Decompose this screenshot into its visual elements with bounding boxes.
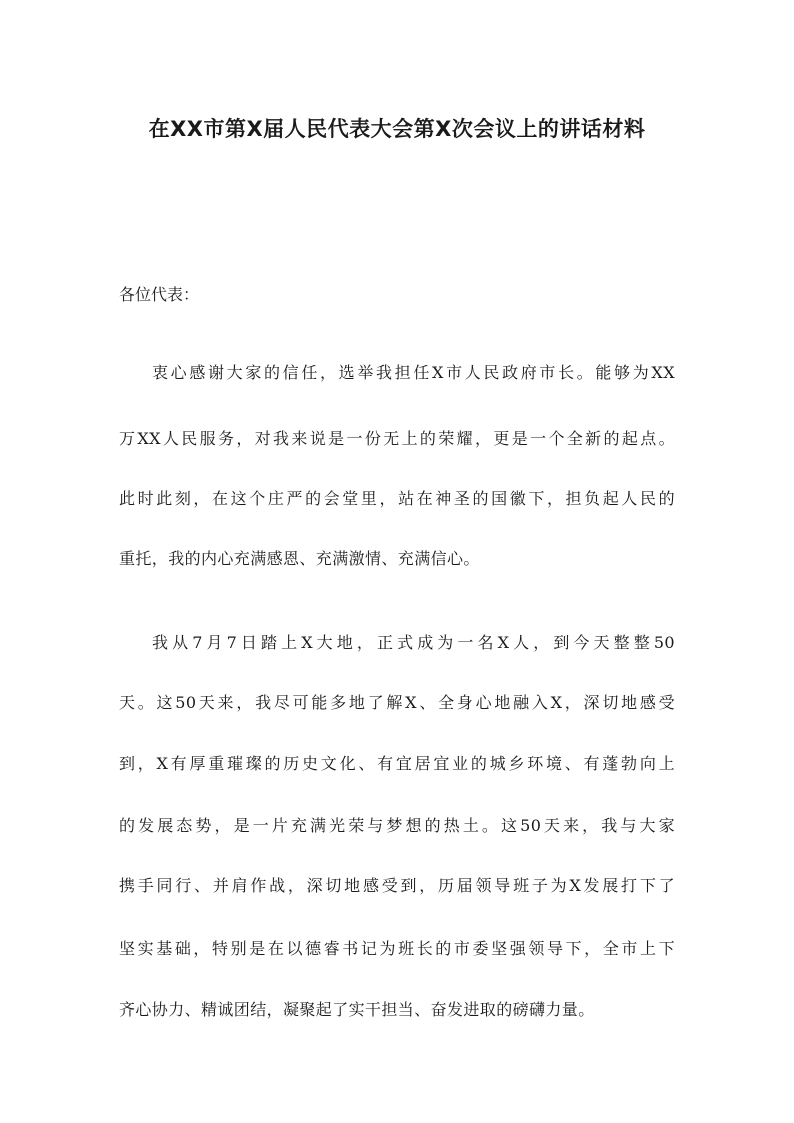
paragraph-line: 天。这50天来，我尽可能多地了解X、全身心地融入X，深切地感受 — [119, 693, 675, 712]
paragraph-line: 万XX人民服务，对我来说是一份无上的荣耀，更是一个全新的起点。 — [119, 429, 675, 448]
paragraph-line: 重托，我的内心充满感恩、充满激情、充满信心。 — [119, 549, 480, 568]
paragraph-line: 此时此刻，在这个庄严的会堂里，站在神圣的国徽下，担负起人民的 — [119, 489, 675, 508]
paragraph-line: 携手同行、并肩作战，深切地感受到，历届领导班子为X发展打下了 — [119, 876, 675, 895]
salutation: 各位代表： — [119, 285, 200, 304]
document-title: 在XX市第X届人民代表大会第X次会议上的讲话材料 — [148, 117, 646, 141]
paragraph-line: 到，X有厚重璀璨的历史文化、有宜居宜业的城乡环境、有蓬勃向上 — [119, 754, 675, 773]
paragraph-line: 坚实基础，特别是在以德睿书记为班长的市委坚强领导下，全市上下 — [119, 939, 675, 958]
paragraph-line: 齐心协力、精诚团结，凝聚起了实干担当、奋发进取的磅礴力量。 — [119, 1000, 595, 1019]
paragraph-line: 的发展态势，是一片充满光荣与梦想的热土。这50天来，我与大家 — [119, 816, 675, 835]
paragraph-line: 我从7月7日踏上X大地，正式成为一名X人，到今天整整50 — [152, 633, 675, 652]
paragraph-line: 衷心感谢大家的信任，选举我担任X市人民政府市长。能够为XX — [152, 363, 675, 382]
